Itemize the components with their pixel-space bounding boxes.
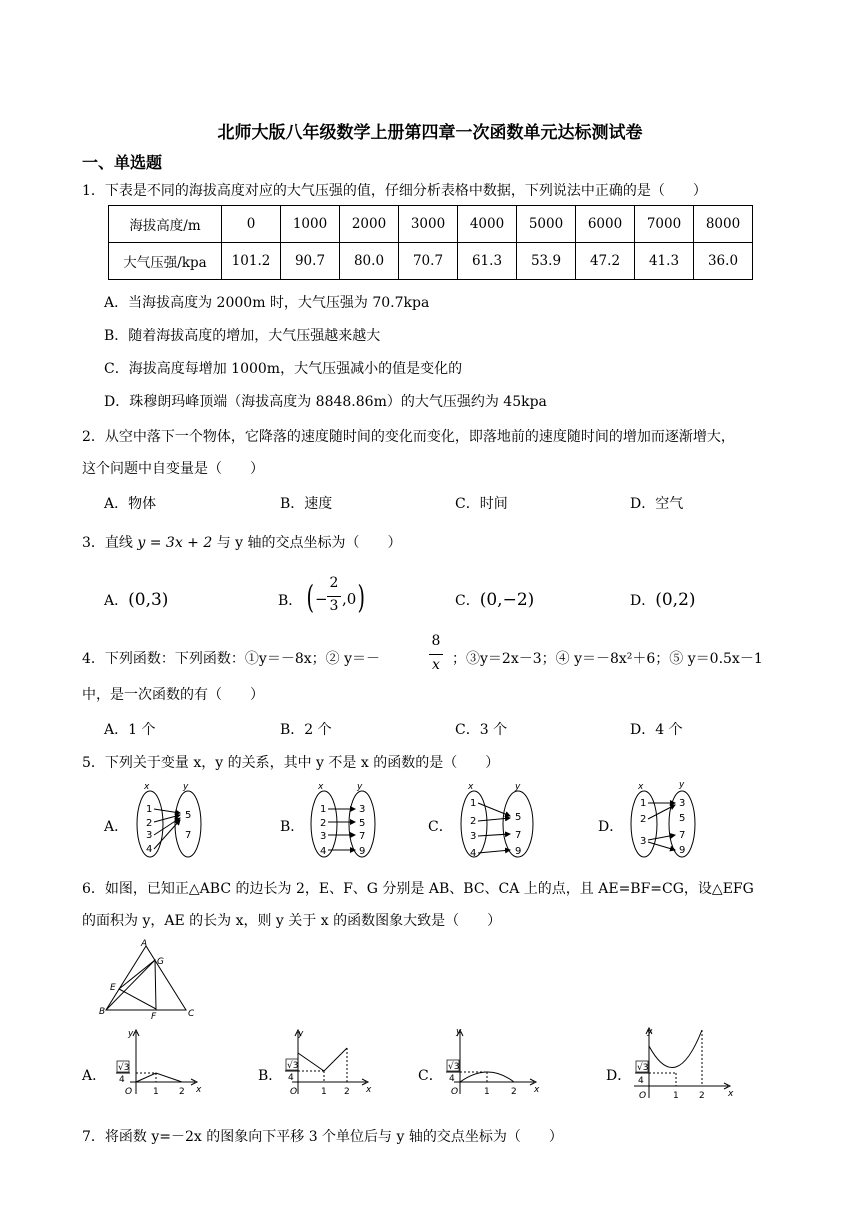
minus-sign: −	[315, 590, 328, 608]
mapping-arrows	[478, 803, 510, 853]
domain-value: 1	[470, 798, 477, 809]
q5-label-c: C．	[428, 819, 453, 835]
table-row	[109, 206, 753, 243]
table-row	[109, 243, 753, 280]
q3-suffix: 与 y 轴的交点坐标为（ ）	[216, 535, 402, 551]
vertex-label: G	[157, 957, 164, 967]
domain-value: 1	[320, 804, 327, 815]
domain-value: 4	[470, 848, 477, 859]
q6-label-b: B．	[258, 1068, 283, 1084]
table-cell: 5000	[517, 206, 576, 243]
range-value: 5	[679, 813, 686, 824]
domain-value: 3	[470, 831, 477, 842]
triangle-efg	[119, 960, 156, 1009]
q3-option-d	[630, 590, 696, 610]
table-cell: 90.7	[281, 243, 340, 280]
q3-option-c	[455, 590, 534, 610]
range-value: 7	[515, 830, 522, 841]
fraction-numerator: 2	[329, 575, 339, 591]
table-cell: 47.2	[576, 243, 635, 280]
axis-label-x: x	[728, 1089, 734, 1099]
range-ellipse	[175, 791, 201, 857]
q4-line2: 中，是一次函数的有（ ）	[82, 687, 264, 703]
q1-option-b: B．随着海拔高度的增加，大气压强越来越大	[104, 328, 381, 344]
domain-value: 2	[320, 818, 327, 829]
domain-value: 4	[320, 846, 327, 857]
q6-stem-line2: 的面积为 y，AE 的长为 x，则 y 关于 x 的函数图象大致是（ ）	[82, 913, 502, 929]
axis-label-x: x	[196, 1085, 202, 1095]
axis-label-x: x	[534, 1085, 540, 1095]
table-cell: 0	[222, 206, 281, 243]
q2-option-a: A．物体	[104, 496, 157, 512]
table-cell: 53.9	[517, 243, 576, 280]
domain-value: 3	[320, 831, 327, 842]
q4-option-c: C．3 个	[455, 722, 508, 738]
q6-graph-d	[624, 1024, 742, 1106]
q3-option-a	[104, 590, 168, 610]
range-value: 7	[185, 830, 192, 841]
x-label: x	[638, 782, 644, 792]
option-label: C．	[455, 593, 480, 609]
origin-label: O	[639, 1091, 647, 1101]
table-cell: 7000	[635, 206, 694, 243]
close-paren: )	[357, 578, 365, 616]
q5-label-d: D．	[598, 819, 624, 835]
table-cell: 101.2	[222, 243, 281, 280]
range-value: 5	[359, 818, 366, 829]
axis-label-y: y	[456, 1027, 462, 1037]
q4-option-b: B．2 个	[280, 722, 332, 738]
table-header-cell: 海拔高度/m	[109, 206, 222, 243]
q3-option-d-value: (0,2)	[655, 590, 696, 610]
table-cell: 36.0	[694, 243, 753, 280]
axis-label-x: x	[366, 1085, 372, 1095]
axes	[292, 1030, 368, 1094]
x-label: x	[468, 782, 474, 792]
range-value: 3	[359, 804, 366, 815]
range-value: 3	[679, 798, 686, 809]
q5-mapping-d	[622, 778, 712, 864]
table-cell: 4000	[458, 206, 517, 243]
range-value: 9	[515, 846, 522, 857]
q4-frac-denominator: x	[432, 657, 440, 673]
tick-label: 2	[344, 1087, 350, 1097]
graph-curve	[136, 1073, 182, 1082]
table-cell: 70.7	[399, 243, 458, 280]
y-label: y	[357, 782, 363, 792]
tick-label: √3	[287, 1061, 299, 1071]
range-value: 5	[185, 810, 192, 821]
fraction-bar	[327, 596, 341, 597]
q3-prefix: 3．直线	[82, 535, 133, 551]
q4-option-a: A．1 个	[104, 722, 156, 738]
tick-label: √3	[118, 1063, 130, 1073]
domain-value: 1	[146, 804, 153, 815]
domain-value: 4	[146, 844, 153, 855]
q6-label-c: C．	[418, 1068, 443, 1084]
q5-label-a: A．	[104, 819, 129, 835]
y-label: y	[183, 782, 189, 792]
tick-label: 1	[484, 1087, 490, 1097]
q4-part1: 4．下列函数：下列函数：①y＝－8x；② y＝－	[82, 651, 380, 667]
q6-label-a: A．	[82, 1068, 107, 1084]
graph-curve	[649, 1030, 702, 1068]
vertex-label: E	[110, 983, 116, 993]
table-cell: 2000	[340, 206, 399, 243]
range-value: 9	[679, 845, 686, 856]
q2-stem-line2: 这个问题中自变量是（ ）	[82, 461, 264, 477]
q3-b-tail: ,0	[342, 590, 357, 608]
q6-graph-a	[100, 1024, 210, 1102]
q3-option-a-value: (0,3)	[128, 590, 169, 610]
q3-equation: y = 3x + 2	[137, 535, 213, 551]
tick-label: 1	[673, 1091, 679, 1101]
q4-option-d: D．4 个	[630, 722, 683, 738]
q4-frac-bar	[429, 654, 443, 655]
table-cell: 80.0	[340, 243, 399, 280]
section-heading: 一、单选题	[82, 153, 163, 172]
table-header-cell: 大气压强/kpa	[109, 243, 222, 280]
graph-curve	[298, 1048, 347, 1071]
x-label: x	[318, 782, 324, 792]
axis-label-y: y	[128, 1029, 134, 1039]
y-label: y	[679, 780, 685, 790]
q7-stem: 7．将函数 y=－2x 的图象向下平移 3 个单位后与 y 轴的交点坐标为（ ）	[82, 1129, 563, 1145]
q5-mapping-b	[302, 778, 392, 864]
domain-value: 2	[640, 814, 647, 825]
q2-stem-line1: 2．从空中落下一个物体，它降落的速度随时间的变化而变化，即落地前的速度随时间的增加而逐渐增大，	[82, 429, 735, 445]
domain-value: 2	[146, 818, 153, 829]
vertex-label: F	[151, 1012, 157, 1020]
tick-label: 2	[179, 1087, 185, 1097]
table-cell: 3000	[399, 206, 458, 243]
tick-label: 1	[153, 1087, 159, 1097]
q6-triangle-figure	[98, 938, 194, 1020]
q1-option-c: C．海拔高度每增加 1000m，大气压强减小的值是变化的	[104, 361, 463, 377]
tick-label: 4	[638, 1076, 644, 1086]
q4-frac-numerator: 8	[431, 633, 441, 649]
open-paren: (	[306, 578, 314, 616]
table-cell: 61.3	[458, 243, 517, 280]
q5-mapping-a	[128, 778, 218, 864]
origin-label: O	[125, 1087, 133, 1097]
q2-option-b: B．速度	[280, 496, 333, 512]
q3-stem	[82, 532, 402, 552]
axes	[454, 1030, 536, 1094]
x-label: x	[144, 782, 150, 792]
table-cell: 41.3	[635, 243, 694, 280]
domain-value: 3	[640, 836, 647, 847]
tick-label: √3	[448, 1062, 460, 1072]
option-label: A．	[104, 593, 129, 609]
domain-value: 1	[640, 798, 647, 809]
mapping-arrows	[328, 809, 355, 850]
tick-label: 2	[511, 1087, 517, 1097]
range-value: 9	[359, 846, 366, 857]
vertex-label: C	[188, 1009, 194, 1019]
origin-label: O	[290, 1087, 298, 1097]
vertex-label: A	[141, 939, 148, 949]
table-cell: 8000	[694, 206, 753, 243]
q5-mapping-c	[452, 778, 542, 864]
table-cell: 6000	[576, 206, 635, 243]
origin-label: O	[451, 1087, 459, 1097]
range-value: 7	[679, 830, 686, 841]
vertex-label: B	[99, 1007, 106, 1017]
tick-label: 4	[119, 1075, 125, 1085]
axis-label-y: y	[298, 1029, 304, 1039]
q1-stem: 1．下表是不同的海拔高度对应的大气压强的值，仔细分析表格中数据，下列说法中正确的是（ ）	[82, 183, 707, 199]
tick-label: 4	[288, 1073, 294, 1083]
q5-label-b: B．	[280, 819, 305, 835]
q3-option-c-value: (0,−2)	[479, 590, 535, 610]
axis-label-y: y	[647, 1027, 653, 1037]
triangle-abc	[106, 946, 186, 1010]
fraction-denominator: 3	[329, 598, 339, 614]
q1-option-a: A．当海拔高度为 2000m 时，大气压强为 70.7kpa	[104, 295, 430, 311]
tick-label: 4	[449, 1074, 455, 1084]
y-label: y	[515, 782, 521, 792]
q4-part2: ；③y＝2x－3；④ y＝－8x²＋6；⑤ y＝0.5x－1	[452, 651, 763, 667]
domain-value: 2	[470, 816, 477, 827]
range-value: 7	[359, 831, 366, 842]
q1-table	[108, 205, 753, 280]
q1-option-d: D．珠穆朗玛峰顶端（海拔高度为 8848.86m）的大气压强约为 45kpa	[104, 394, 547, 410]
q2-option-c: C．时间	[455, 496, 508, 512]
tick-label: 2	[699, 1091, 705, 1101]
vertex-labels	[99, 939, 194, 1020]
q6-label-d: D．	[606, 1068, 632, 1084]
mapping-arrows	[154, 809, 180, 849]
q5-stem: 5．下列关于变量 x，y 的关系，其中 y 不是 x 的函数的是（ ）	[82, 755, 500, 771]
option-label: B．	[278, 593, 303, 609]
page-title: 北师大版八年级数学上册第四章一次函数单元达标测试卷	[217, 123, 643, 143]
tick-label: 1	[321, 1087, 327, 1097]
axes	[130, 1030, 197, 1094]
tick-label: √3	[637, 1063, 649, 1073]
domain-value: 3	[146, 830, 153, 841]
q2-option-d: D．空气	[630, 496, 684, 512]
q6-graph-b	[276, 1024, 386, 1102]
option-label: D．	[630, 593, 656, 609]
table-cell: 1000	[281, 206, 340, 243]
q6-stem-line1: 6．如图，已知正△ABC 的边长为 2，E、F、G 分别是 AB、BC、CA 上的点，且 AE=BF=CG，设△EFG	[82, 881, 754, 897]
range-value: 5	[515, 812, 522, 823]
q6-graph-c	[436, 1024, 546, 1102]
